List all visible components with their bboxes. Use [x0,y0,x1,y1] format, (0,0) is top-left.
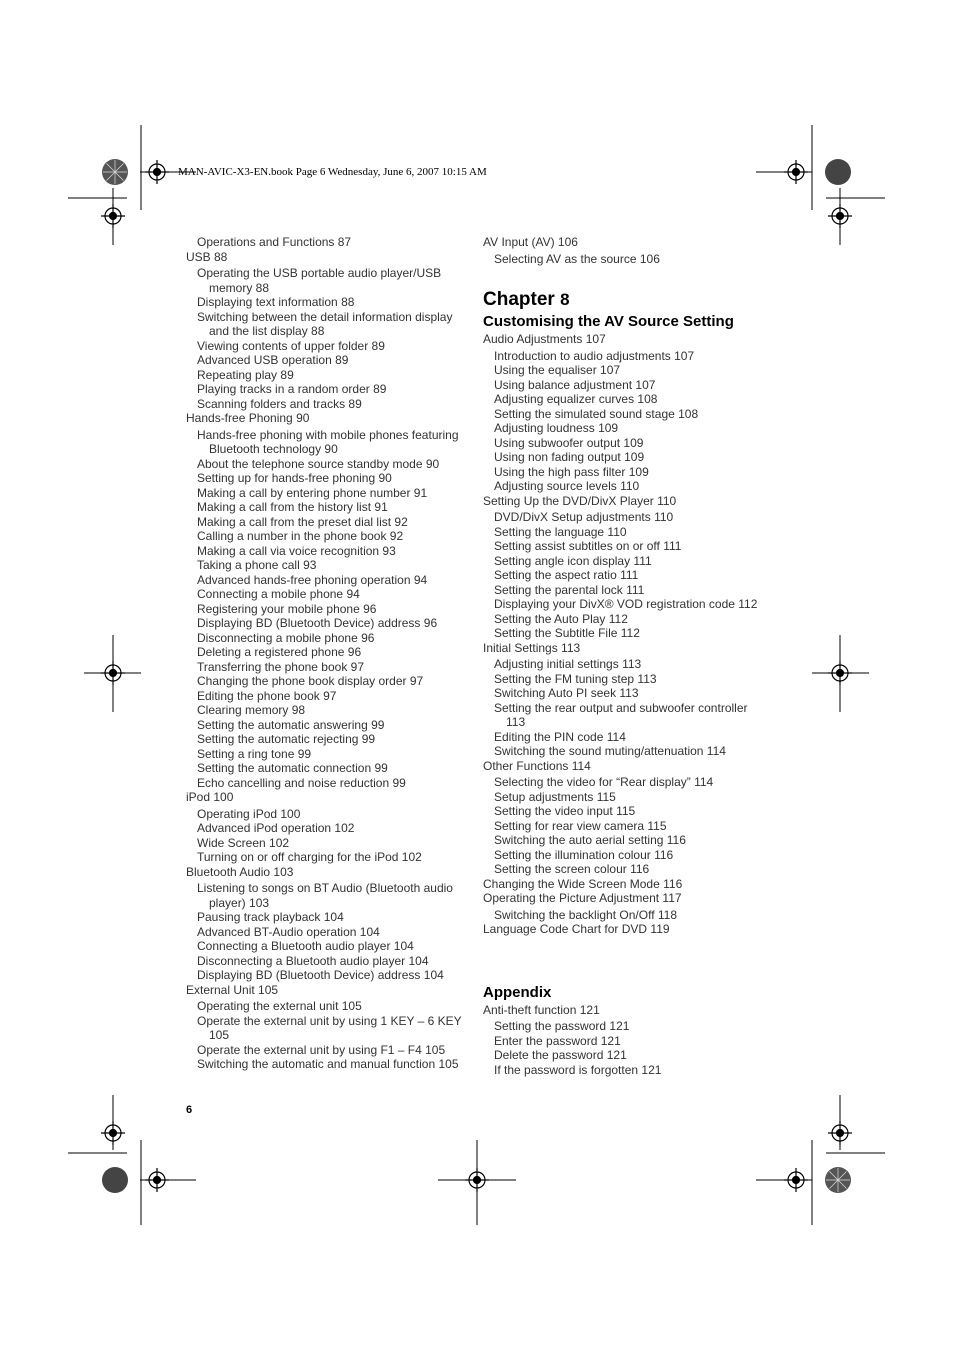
toc-subsection-entry: Operate the external unit by using F1 – F4 105 [197,1042,446,1057]
chapter-word: Chapter [483,289,555,310]
toc-subsection-entry: Setting the rear output and subwoofer controller 113 [494,700,748,729]
toc-subsection-entry: Advanced iPod operation 102 [197,821,355,835]
toc-subsection-entry: Setting the screen colour 116 [494,862,650,876]
toc-section-entry: Hands-free Phoning 90 [186,411,310,425]
chapter-title: Customising the AV Source Setting [483,313,734,330]
toc-subsection-entry: Operating the external unit 105 [197,999,362,1013]
toc-subsection-entry: Introduction to audio adjustments 107 [494,348,695,363]
appendix-heading: Appendix [483,983,552,1001]
toc-subsection-entry: Displaying BD (Bluetooth Device) address 96 [197,616,438,630]
toc-section-entry: iPod 100 [186,790,234,804]
toc-subsection-entry: DVD/DivX Setup adjustments 110 [494,510,674,524]
toc-section-entry: Language Code Chart for DVD 119 [483,922,670,936]
toc-subsection-entry: Setting the language 110 [494,524,627,539]
toc-subsection-entry: About the telephone source standby mode 90 [197,456,440,471]
toc-subsection-entry: Selecting AV as the source 106 [494,251,660,266]
toc-subsection-entry: Setting the simulated sound stage 108 [494,406,699,421]
toc-subsection-entry: Adjusting loudness 109 [494,421,619,435]
toc-subsection-entry: Scanning folders and tracks 89 [197,396,362,411]
toc-subsection-entry: Setting the video input 115 [494,804,636,818]
toc-av-input-section [483,235,768,266]
toc-subsection-entry: Switching the backlight On/Off 118 [494,907,677,922]
toc-subsection-entry: Making a call from the preset dial list 92 [197,514,408,529]
toc-subsection-entry: Making a call by entering phone number 91 [197,485,428,500]
toc-section-entry: AV Input (AV) 106 [483,235,578,249]
toc-subsection-entry: Editing the PIN code 114 [494,729,626,744]
chapter-number: 8 [560,290,570,309]
toc-subsection-entry: Using non fading output 109 [494,450,645,464]
print-slug-header: MAN-AVIC-X3-EN.book Page 6 Wednesday, June 6, 2007 10:15 AM [178,166,487,178]
toc-subsection-entry: Pausing track playback 104 [197,910,344,924]
toc-subsection-entry: Wide Screen 102 [197,835,290,850]
toc-subsection-entry: Operate the external unit by using 1 KEY – 6 KEY 105 [197,1013,462,1042]
chapter-heading [483,288,768,312]
toc-subsection-entry: Displaying BD (Bluetooth Device) address 104 [197,968,444,982]
toc-subsection-entry: Viewing contents of upper folder 89 [197,338,385,353]
page-number: 6 [186,1104,193,1116]
toc-section-entry: Bluetooth Audio 103 [186,864,294,879]
toc-subsection-entry: Using subwoofer output 109 [494,435,644,450]
toc-subsection-entry: Setting the FM tuning step 113 [494,671,657,686]
toc-subsection-entry: Operations and Functions 87 [197,235,352,249]
toc-subsection-entry: Taking a phone call 93 [197,558,317,572]
toc-subsection-entry: Advanced USB operation 89 [197,353,349,367]
toc-subsection-entry: Switching Auto PI seek 113 [494,686,639,700]
toc-subsection-entry: Setting for rear view camera 115 [494,818,667,833]
toc-left-column [186,235,466,1072]
toc-subsection-entry: Setting the aspect ratio 111 [494,568,639,582]
toc-subsection-entry: Enter the password 121 [494,1033,621,1048]
toc-section-entry: Initial Settings 113 [483,640,581,655]
toc-subsection-entry: Displaying your DivX® VOD registration code 112 [494,597,758,611]
toc-subsection-entry: Setting up for hands-free phoning 90 [197,471,392,485]
toc-section-entry: Changing the Wide Screen Mode 116 [483,876,683,891]
toc-section-entry: USB 88 [186,249,228,264]
toc-subsection-entry: Setting the Subtitle File 112 [494,626,640,640]
toc-subsection-entry: Disconnecting a mobile phone 96 [197,630,375,645]
toc-subsection-entry: Setting the illumination colour 116 [494,847,674,862]
toc-subsection-entry: Delete the password 121 [494,1048,627,1062]
toc-subsection-entry: Setting the automatic answering 99 [197,717,385,732]
toc-appendix-entries [483,1003,768,1078]
toc-section-entry: Other Functions 114 [483,758,591,773]
toc-subsection-entry: Deleting a registered phone 96 [197,645,362,659]
toc-subsection-entry: Displaying text information 88 [197,295,355,309]
toc-subsection-entry: Transferring the phone book 97 [197,659,364,674]
toc-section-entry: Operating the Picture Adjustment 117 [483,891,682,905]
toc-subsection-entry: Adjusting equalizer curves 108 [494,392,658,406]
toc-subsection-entry: Adjusting source levels 110 [494,479,640,493]
toc-subsection-entry: Hands-free phoning with mobile phones featuring Bluetooth technology 90 [197,427,459,456]
toc-subsection-entry: Setting the password 121 [494,1019,630,1033]
toc-subsection-entry: Calling a number in the phone book 92 [197,529,404,543]
toc-subsection-entry: Repeating play 89 [197,367,294,382]
toc-section-entry: Anti-theft function 121 [483,1002,600,1017]
toc-subsection-entry: Using the high pass filter 109 [494,464,649,479]
toc-subsection-entry: Setting the automatic rejecting 99 [197,732,376,746]
toc-subsection-entry: Making a call from the history list 91 [197,500,388,514]
toc-subsection-entry: Disconnecting a Bluetooth audio player 104 [197,953,429,968]
toc-subsection-entry: Advanced BT-Audio operation 104 [197,924,380,939]
toc-subsection-entry: Operating iPod 100 [197,806,301,821]
toc-subsection-entry: Advanced hands-free phoning operation 94 [197,572,428,587]
toc-subsection-entry: Setting a ring tone 99 [197,746,312,761]
toc-section-entry: External Unit 105 [186,982,279,997]
toc-subsection-entry: Using the equaliser 107 [494,363,621,377]
toc-subsection-entry: Setting angle icon display 111 [494,553,652,568]
toc-section-entry: Audio Adjustments 107 [483,332,606,346]
toc-subsection-entry: Making a call via voice recognition 93 [197,543,396,558]
toc-subsection-entry: Connecting a mobile phone 94 [197,587,360,601]
toc-section-entry: Setting Up the DVD/DivX Player 110 [483,493,677,508]
toc-right-column [483,235,768,1077]
toc-subsection-entry: Connecting a Bluetooth audio player 104 [197,939,414,953]
toc-subsection-entry: Using balance adjustment 107 [494,377,656,392]
toc-subsection-entry: Turning on or off charging for the iPod 102 [197,850,422,864]
toc-subsection-entry: Listening to songs on BT Audio (Bluetooth audio player) 103 [197,881,453,910]
toc-subsection-entry: If the password is forgotten 121 [494,1062,662,1077]
toc-subsection-entry: Echo cancelling and noise reduction 99 [197,775,406,790]
toc-subsection-entry: Clearing memory 98 [197,703,306,717]
toc-subsection-entry: Playing tracks in a random order 89 [197,382,387,396]
toc-subsection-entry: Setting the Auto Play 112 [494,611,628,626]
toc-subsection-entry: Selecting the video for “Rear display” 114 [494,775,714,789]
toc-subsection-entry: Registering your mobile phone 96 [197,601,377,616]
toc-subsection-entry: Operating the USB portable audio player/USB memory 88 [197,266,442,295]
toc-subsection-entry: Switching between the detail information display and the list display 88 [197,309,453,338]
toc-subsection-entry: Adjusting initial settings 113 [494,657,642,671]
toc-subsection-entry: Switching the auto aerial setting 116 [494,833,686,847]
toc-subsection-entry: Changing the phone book display order 97 [197,674,424,688]
toc-subsection-entry: Switching the automatic and manual function 105 [197,1057,459,1071]
toc-chapter-entries [483,332,768,937]
toc-subsection-entry: Editing the phone book 97 [197,688,337,703]
toc-subsection-entry: Setup adjustments 115 [494,789,616,804]
toc-subsection-entry: Setting the parental lock 111 [494,582,645,597]
toc-subsection-entry: Setting the automatic connection 99 [197,761,388,775]
toc-subsection-entry: Setting assist subtitles on or off 111 [494,539,682,553]
toc-subsection-entry: Switching the sound muting/attenuation 114 [494,744,726,758]
